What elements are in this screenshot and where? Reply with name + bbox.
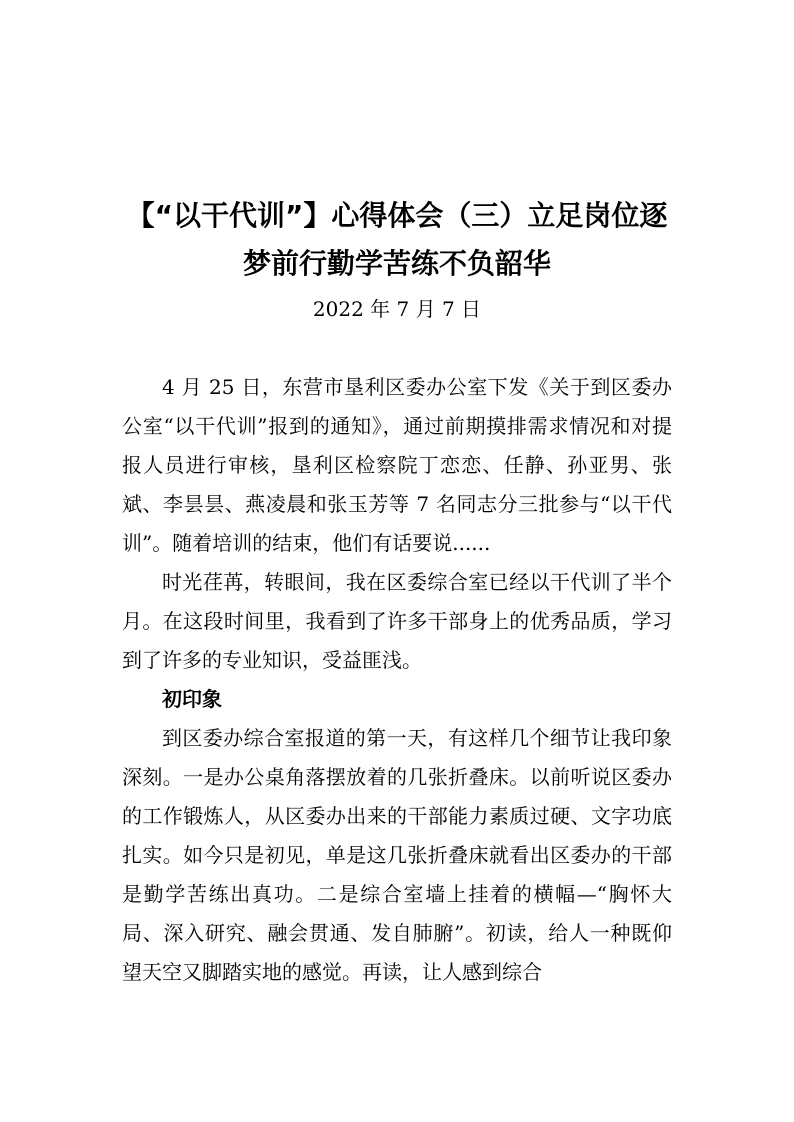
document-body <box>122 368 672 992</box>
section-heading: 初印象 <box>162 687 222 711</box>
document-title <box>0 192 794 288</box>
document-date: 2022 年 7 月 7 日 <box>312 297 482 321</box>
paragraph-first-impression: 到区委办综合室报道的第一天，有这样几个细节让我印象深刻。一是办公桌角落摆放着的几张折叠床。以前听说区委办的工作锻炼人，从区委办出来的干部能力素质过硬、文字功底扎实。如今只是初见，单是这几张折叠床就看出区委办的干部是勤学苦练出真功。二是综合室墙上挂着的横幅—“胸怀大局、深入研究、融会贯通、发自肺腑”。初读，给人一种既仰望天空又脚踏实地的感觉。再读，让人感到综合 <box>122 726 672 984</box>
paragraph-intro: 4 月 25 日，东营市垦利区委办公室下发《关于到区委办公室“以干代训”报到的通知》，通过前期摸排需求情况和对提报人员进行审核，垦利区检察院丁恋恋、任静、孙亚男、张斌、李昙昙、燕凌晨和张玉芳等 7 名同志分三批参与“以干代训”。随着培训的结束，他们有话要说...... <box>122 375 672 555</box>
paragraph-time: 时光荏苒，转眼间，我在区委综合室已经以干代训了半个月。在这段时间里，我看到了许多干部身上的优秀品质，学习到了许多的专业知识，受益匪浅。 <box>122 570 672 672</box>
title-line-1: 【“以干代训”】心得体会（三）立足岗位逐 <box>126 199 668 232</box>
title-line-2: 梦前行勤学苦练不负韶华 <box>242 247 551 280</box>
